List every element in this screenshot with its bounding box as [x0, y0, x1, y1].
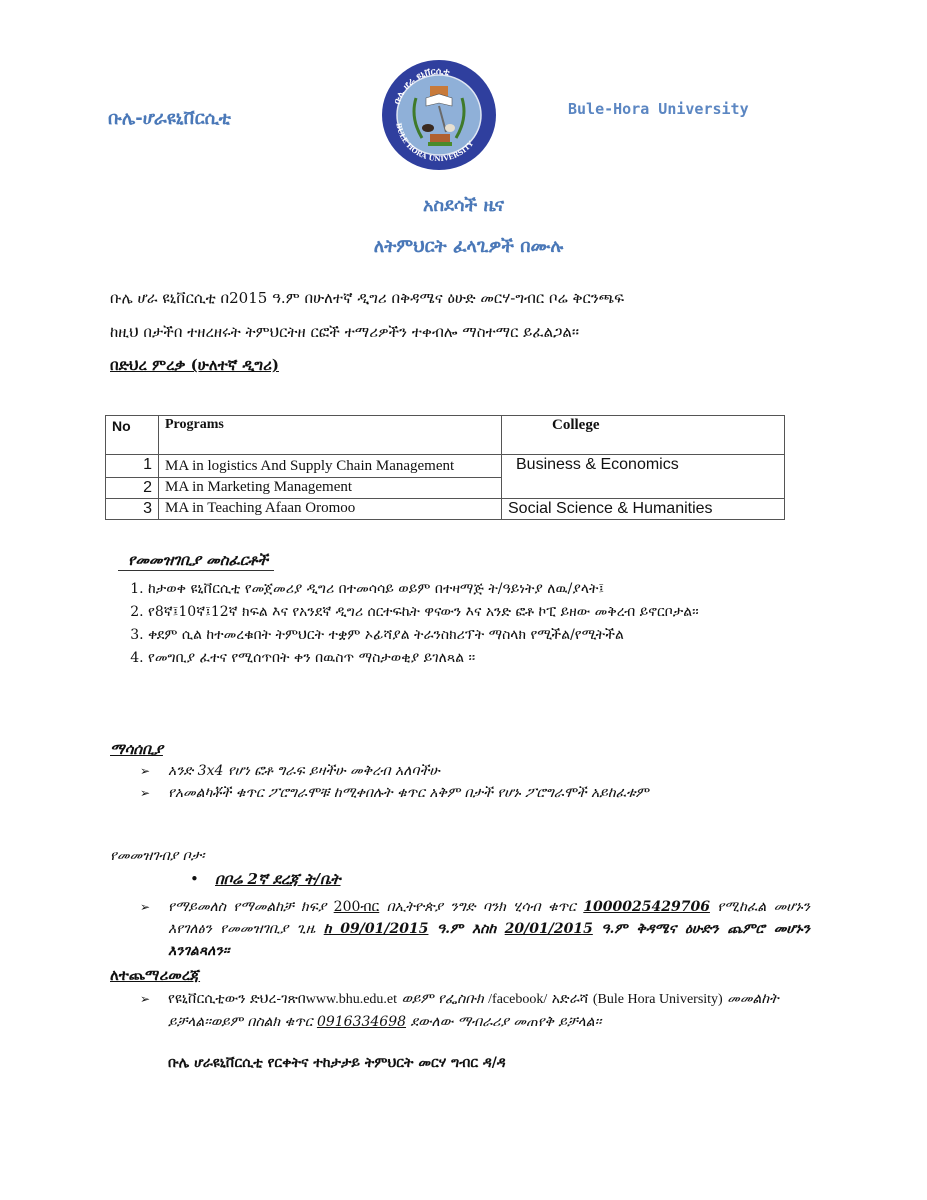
fee-item [140, 896, 810, 962]
intro-line-2: ከዚህ በታችበ ተዘረዘሩት ትምህርትዘ ርፎች ተማሪዎችን ተቀብሎ ማስተማር ይፈልጋል፡፡ [110, 323, 579, 341]
fee-text: ዓ.ም ቅዳሜና ዕሁድን ጨምሮ መሆኑን እንገልጻለን፡፡ [168, 921, 811, 959]
more-info-heading: ለተጨማሪመረጃ [110, 966, 201, 984]
notice-heading: ማሳሰቢያ [110, 740, 163, 758]
table-row [106, 455, 785, 478]
fee-text: ዓ.ም እስከ [436, 921, 497, 937]
signoff: ቡሌ ሆራዩኒቨርሲቲ የርቀትና ተከታታይ ትምህርት መርሃ ግብር ዳ/ዳ [168, 1055, 506, 1071]
row-program: MA in logistics And Supply Chain Management [159, 455, 502, 478]
row-program: MA in Teaching Afaan Oromoo [159, 499, 502, 520]
website-link[interactable]: www.bhu.edu.et [305, 992, 398, 1007]
facebook-page-name: (Bule Hora University) [592, 992, 723, 1007]
more-info-text: ወይም የፌስቡክ [401, 991, 484, 1007]
header-no: No [106, 416, 159, 455]
fee-list [140, 896, 810, 962]
more-info-text: አድራሻ [551, 991, 589, 1007]
more-info-item [140, 988, 810, 1033]
announcement-title: አስደሳች ዜና [422, 195, 505, 216]
header-programs: Programs [159, 416, 502, 455]
requirement-item: 4. የመግቢያ ፈተና የሚሰጥበት ቀን በዉስጥ ማስታወቂያ ይገለጻል ፡፡ [148, 647, 838, 669]
facebook-link[interactable]: /facebook/ [488, 992, 548, 1007]
logo-ring-text-bottom: BULE HORA UNIVERSITY [394, 122, 476, 164]
requirement-item: 3. ቀደም ሲል ከተመረቁበት ትምህርት ተቋም ኦፊሻያል ትራንስክሪፕት ማስላክ የሚችል/የሚትችል [148, 624, 838, 646]
table-row [106, 499, 785, 520]
row-no: 3 [106, 499, 159, 520]
more-info-text: መመልከት ይቻላል፡፡ወይም በስልክ ቁጥር [168, 991, 779, 1030]
logo-ring-text-top: ቡሌ ሆራ ዩኒቨርሲቲ [392, 66, 451, 106]
university-name-english: Bule-Hora University [568, 100, 749, 118]
intro-line-1: ቡሌ ሆራ ዩኒቨርሲቲ በ2015 ዓ.ም በሁለተኛ ዲግሪ በቅዳሜና ዕሁድ መርሃ-ግብር ቦሬ ቅርንጫፍ [110, 289, 625, 307]
registration-place-label: የመመዝገብያ ቦታ፡ [110, 848, 205, 864]
announcement-subtitle: ለትምህርት ፈላጊዎች በሙሉ [373, 236, 564, 257]
row-no: 2 [106, 478, 159, 499]
row-no: 1 [106, 455, 159, 478]
requirement-item: 1. ከታወቀ ዩኒቨርሲቲ የመጀመሪያ ዲግሪ በተመሳሳይ ወይም በተዛማጅ ት/ዓይነትያ ለዉ/ያላት፤ [148, 578, 838, 600]
more-info-text: ደውለው ማብራሪያ መጠየቅ ይቻላል፡፡ [410, 1014, 602, 1030]
more-info-list [140, 988, 810, 1033]
more-info-text: የዩኒቨርሲቲውን ድህረ-ገጽበ [168, 991, 306, 1007]
postgraduate-heading: በድህረ ምረቃ (ሁለተኛ ዲግሪ) [110, 356, 279, 374]
fee-amount: 200ብር [333, 899, 380, 915]
bullet-icon: • [190, 870, 199, 888]
notice-item: ➢ የአመልካቾች ቁጥር ፖሮግራሞቹ ከሚቀበሉት ቁጥር አቅም በታች የሆኑ ፖሮግራሞች አይከፈቱም [140, 782, 810, 804]
notice-list [140, 760, 810, 804]
requirements-list [118, 578, 838, 670]
registration-start-date: ከ 09/01/2015 [323, 921, 429, 937]
university-logo [380, 58, 498, 172]
row-college: Social Science & Humanities [502, 499, 785, 520]
requirement-item: 2. የ8ኛ፤10ኛ፤12ኛ ክፍል እና የአንደኛ ዲግሪ ሰርተፍኬት ዋናውን እና አንድ ፎቶ ኮፒ ይዘው መቅረብ ይኖርቦታል፡፡ [148, 601, 838, 623]
registration-end-date: 20/01/2015 [504, 921, 593, 937]
university-name-amharic: ቡሌ-ሆራዩኒቨርሲቲ [108, 108, 231, 129]
bank-account-number: 1000025429706 [583, 899, 710, 915]
fee-text: የማይመለስ የማመልከቻ ክፍያ [168, 899, 327, 915]
programs-table [105, 415, 785, 520]
notice-item: ➢ አንድ 3x4 የሆነ ፎቶ ግራፍ ይዛችሁ መቅረብ አለባችሁ [140, 760, 810, 782]
row-program: MA in Marketing Management [159, 478, 502, 499]
fee-text: በኢትዮጵያ ንግድ ባንክ ሂሳብ ቁጥር [386, 899, 576, 915]
row-college: Business & Economics [502, 455, 785, 499]
table-header-row [106, 416, 785, 455]
requirements-heading: የመመዝገቢያ መስፈርቶች [118, 551, 274, 571]
registration-place: በቦሬ 2ኛ ደረጃ ት/ቤት [215, 870, 341, 888]
fee-text: የሚከፈል መሆኑን እየገለፅን የመመዝገቢያ ጊዜ [168, 899, 810, 937]
header-college: College [502, 416, 785, 455]
phone-number: 0916334698 [316, 1014, 407, 1030]
